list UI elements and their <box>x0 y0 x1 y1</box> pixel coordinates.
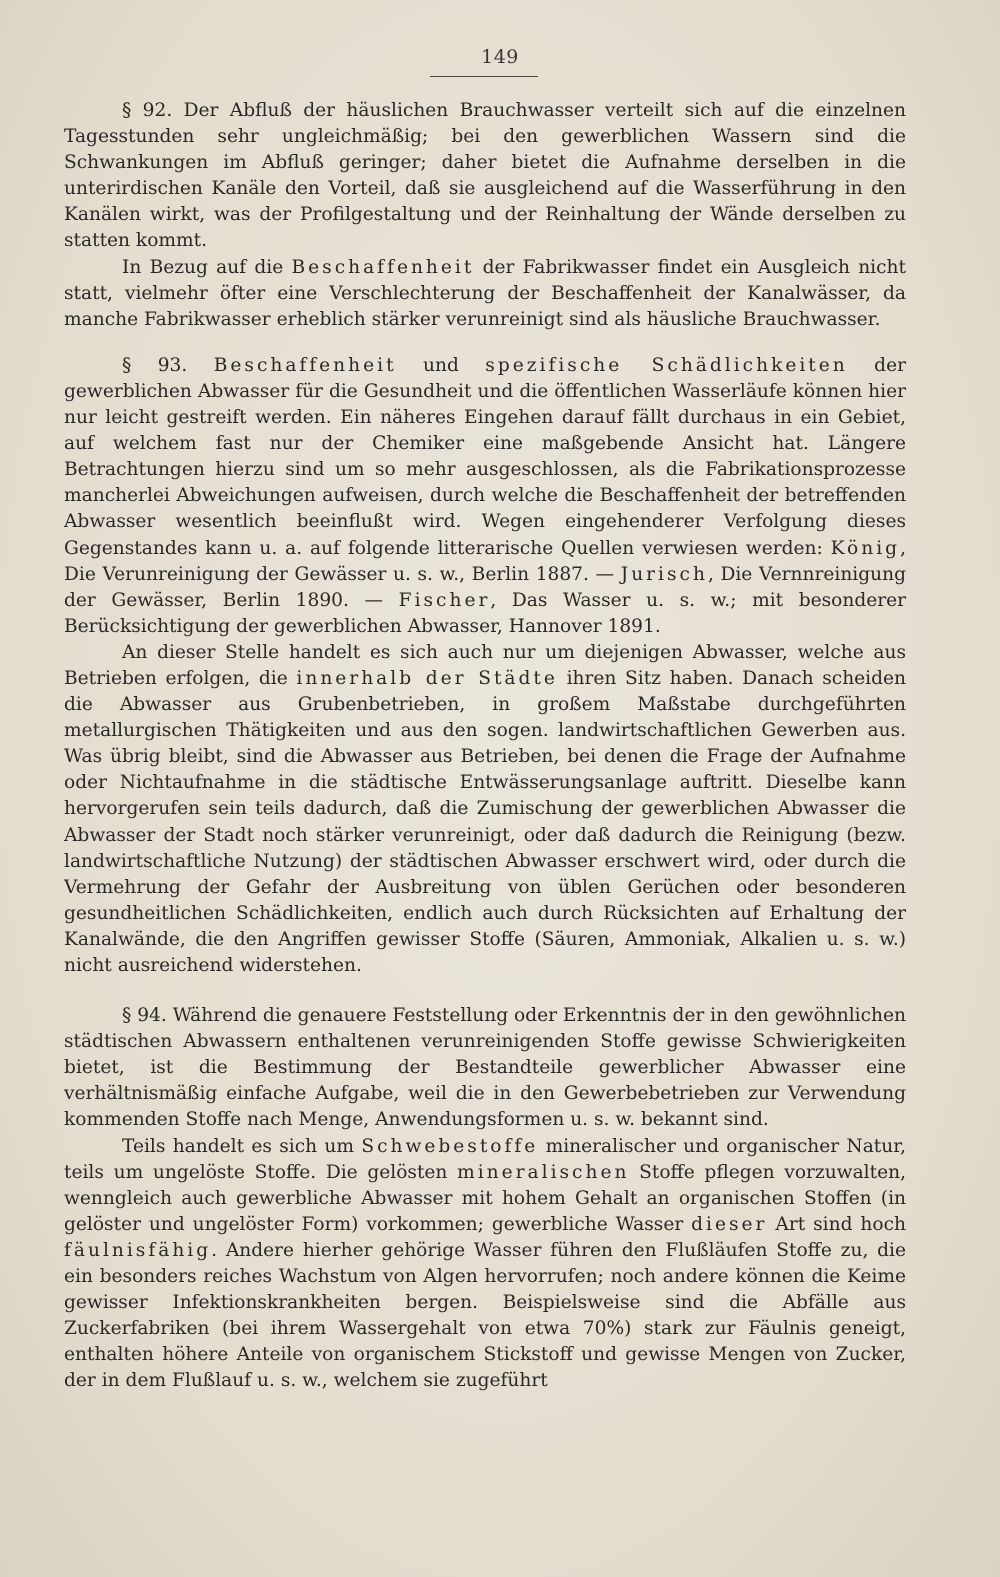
emphasis-spaced: Schwebestoffe <box>361 1135 539 1157</box>
author-name: Jurisch <box>620 563 708 585</box>
header-rule <box>430 76 538 77</box>
paragraph-schwebestoffe: Teils handelt es sich um Schwebestoffe mineralischer und organischer Natur, teils um ungelöste Stoffe. Die gelösten mineralischen Stoffe pflegen vorzuwalten, wenngleich auch gewerbliche Abwasser mit hohem Gehalt an organischen Stoffen (in gelöster und ungelöster Form) vorkommen; gewerbliche Wasser dieser Art sind hoch fäulnisfähig. Andere hierher gehörige Wasser führen den Flußläufen Stoffe zu, die ein besonders reiches Wachstum von Algen hervorrufen; noch andere können die Keime gewisser Infektionskrankheiten bergen. Beispielsweise sind die Abfälle aus Zuckerfabriken (bei ihrem Wassergehalt von etwa 70%) stark zur Fäulnis geneigt, enthalten höhere Anteile von organischem Stickstoff und gewisse Mengen von Zucker, der in dem Flußlauf u. s. w., welchem sie zugeführt <box>64 1135 906 1392</box>
emphasis-spaced: Beschaffenheit <box>213 354 397 376</box>
page-number: 149 <box>481 46 519 68</box>
paragraph-beschaffenheit: In Bezug auf die Beschaffenheit der Fabrikwasser findet ein Ausgleich nicht statt, vielmehr öfter eine Verschlechterung der Beschaffenheit der Kanalwässer, da manche Fabrikwasser erheblich stärker verunreinigt sind als häusliche Brauchwasser. <box>64 256 906 330</box>
section-gap <box>64 333 906 353</box>
section-gap <box>64 979 906 1003</box>
paragraph-section-92: § 92. Der Abfluß der häuslichen Brauchwasser verteilt sich auf die einzelnen Tagesstunden sehr ungleichmäßig; bei den gewerblichen Wassern sind die Schwankungen im Abfluß geringer; daher bietet die Aufnahme derselben in die unterirdischen Kanäle den Vorteil, daß sie ausgleichend auf die Wasserführung in den Kanälen wirkt, was der Profilgestaltung und der Reinhaltung der Wände derselben zu statten kommt. <box>64 100 906 252</box>
paragraph-innerhalb: An dieser Stelle handelt es sich auch nur um diejenigen Abwasser, welche aus Betrieben erfolgen, die innerhalb der Städte ihren Sitz haben. Danach scheiden die Abwasser aus Grubenbetrieben, in großem Maßstabe durchgeführten metallurgischen Thätigkeiten und aus den sogen. landwirtschaftlichen Gewerben aus. Was übrig bleibt, sind die Abwasser aus Betrieben, bei denen die Frage der Aufnahme oder Nichtaufnahme in die städtische Entwässerungsanlage auftritt. Dieselbe kann hervorgerufen sein teils dadurch, daß die Zumischung der gewerblichen Abwasser die Abwasser der Stadt noch stärker verunreinigt, oder daß dadurch die Reinigung (bezw. landwirtschaftliche Nutzung) der städtischen Abwasser erschwert wird, oder durch die Vermehrung der Gefahr der Ausbreitung von üblen Gerüchen oder besonderen gesundheitlichen Schädlichkeiten, endlich auch durch Rücksichten auf Erhaltung der Kanalwände, die den Angriffen gewisser Stoffe (Säuren, Ammoniak, Alkalien u. s. w.) nicht ausreichend widerstehen. <box>64 641 907 976</box>
emphasis-spaced: innerhalb der Städte <box>296 667 558 689</box>
emphasis-spaced: dieser <box>691 1213 768 1235</box>
paragraph-section-94: § 94. Während die genauere Feststellung oder Erkenntnis der in den gewöhnlichen städtischen Abwassern enthaltenen verunreinigenden Stoffe gewisse Schwierigkeiten bietet, ist die Bestimmung der Bestandteile gewerblicher Abwasser eine verhältnismäßig einfache Aufgabe, weil die in den Gewerbebetrieben zur Verwendung kommenden Stoffe nach Menge, Anwendungsformen u. s. w. bekannt sind. <box>64 1005 906 1131</box>
emphasis-spaced: spezifische Schädlichkeiten <box>485 354 848 376</box>
paragraph-section-93: § 93. Beschaffenheit und spezifische Schädlichkeiten der gewerblichen Abwasser für die Gesundheit und die öffentlichen Wasserläufe können hier nur leicht gestreift werden. Ein näheres Eingehen darauf fällt durchaus in ein Gebiet, auf welchem fast nur der Chemiker eine maßgebende Ansicht hat. Längere Betrachtungen hierzu sind um so mehr ausgeschlossen, als die Fabrikationsprozesse mancherlei Abweichungen aufweisen, durch welche die Beschaffenheit der betreffenden Abwasser wesentlich beeinflußt wird. Wegen eingehenderer Verfolgung dieses Gegenstandes kann u. a. auf folgende litterarische Quellen verwiesen werden: König, Die Verunreinigung der Gewässer u. s. w., Berlin 1887. — Jurisch, Die Vernnreinigung der Gewässer, Berlin 1890. — Fischer, Das Wasser u. s. w.; mit besonderer Berücksichtigung der gewerblichen Abwasser, Hannover 1891. <box>64 354 907 637</box>
emphasis-spaced: Beschaffenheit <box>291 256 475 278</box>
body-text <box>64 98 906 1395</box>
author-name: König <box>830 537 901 559</box>
author-name: Fischer <box>398 589 491 611</box>
emphasis-spaced: fäulnisfähig <box>64 1239 212 1261</box>
emphasis-spaced: mineralischen <box>457 1161 630 1183</box>
